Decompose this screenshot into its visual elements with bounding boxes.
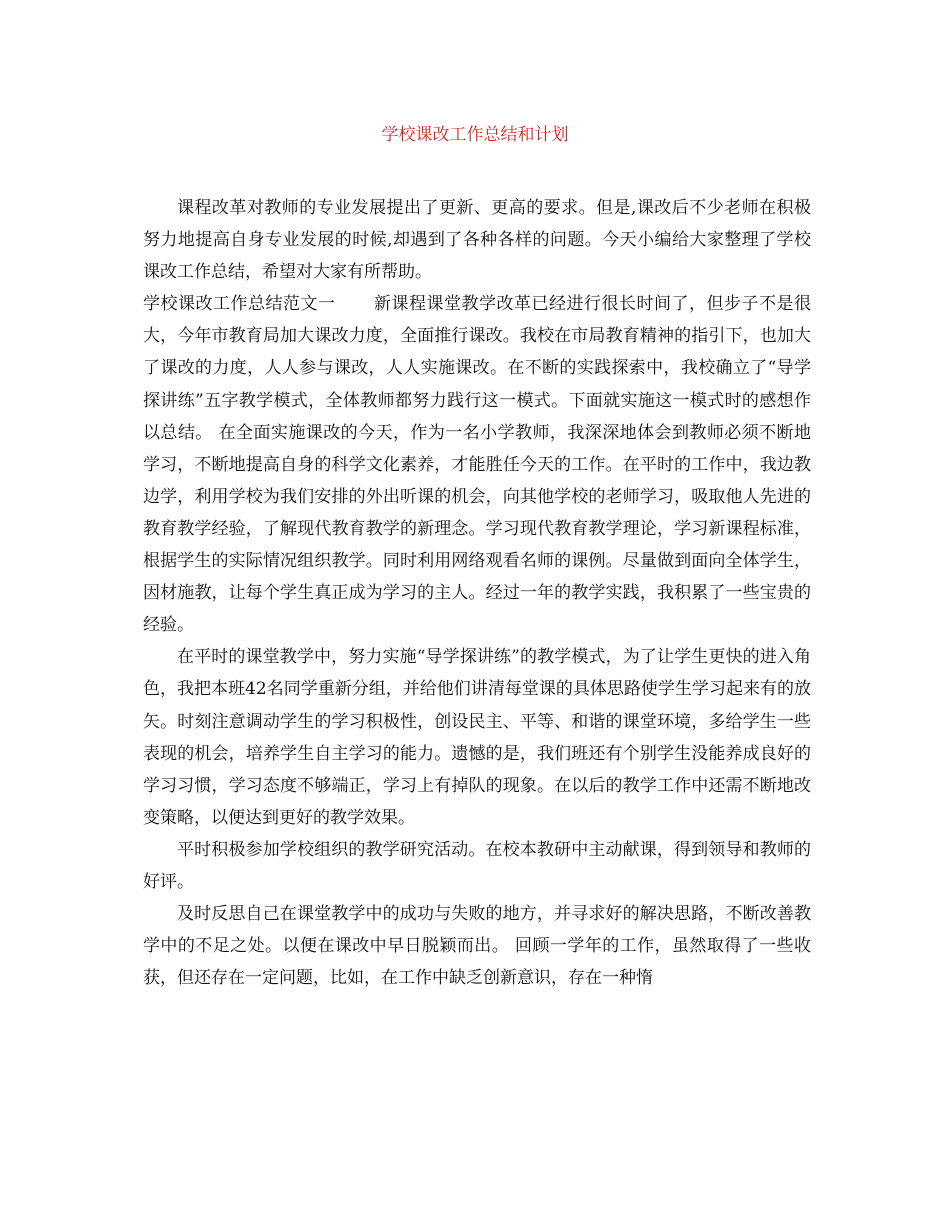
- section-text: 新课程课堂教学改革已经进行很长时间了，但步子不是很大，今年市教育局加大课改力度，全面推行课改。我校在市局教育精神的指引下，也加大了课改的力度，人人参与课改，人人实施课改。在不断的实践探索中，我校确立了“导学探讲练”五字教学模式，全体教师都努力践行这一模式。下面就实施这一模式时的感想作以总结。 在全面实施课改的今天，作为一名小学教师，我深深地体会到教师必须不断地学习，不断地提高自身的科学文化素养，才能胜任今天的工作。在平时的工作中，我边教边学，利用学校为我们安排的外出听课的机会，向其他学校的老师学习，吸取他人先进的教育教学经验，了解现代教育教学的新理念。学习现代教育教学理论，学习新课程标准，根据学生的实际情况组织教学。同时利用网络观看名师的课例。尽量做到面向全体学生，因材施教，让每个学生真正成为学习的主人。经过一年的教学实践，我积累了一些宝贵的经验。: [143, 294, 811, 636]
- paragraph-3: 平时积极参加学校组织的教学研究活动。在校本教研中主动献课，得到领导和教师的好评。: [143, 839, 811, 892]
- intro-paragraph: 课程改革对教师的专业发展提出了更新、更高的要求。但是,课改后不少老师在积极努力地提高自身专业发展的时候,却遇到了各种各样的问题。今天小编给大家整理了学校课改工作总结，希望对大家有所帮助。: [143, 198, 811, 283]
- section-paragraph: [143, 288, 811, 641]
- section-heading: 学校课改工作总结范文一: [143, 294, 336, 315]
- document-title: 学校课改工作总结和计划: [381, 125, 569, 145]
- paragraph-2: 在平时的课堂教学中，努力实施“导学探讲练”的教学模式，为了让学生更快的进入角色，我把本班42名同学重新分组，并给他们讲清每堂课的具体思路使学生学习起来有的放矢。时刻注意调动学生的学习积极性，创设民主、平等、和谐的课堂环境，多给学生一些表现的机会，培养学生自主学习的能力。遗憾的是，我们班还有个别学生没能养成良好的学习习惯，学习态度不够端正，学习上有掉队的现象。在以后的教学工作中还需不断地改变策略，以便达到更好的教学效果。: [143, 647, 811, 828]
- paragraph-4: 及时反思自己在课堂教学中的成功与失败的地方，并寻求好的解决思路，不断改善教学中的不足之处。以便在课改中早日脱颖而出。 回顾一学年的工作，虽然取得了一些收获，但还存在一定问题，比如，在工作中缺乏创新意识，存在一种惰: [143, 904, 811, 989]
- document-body: [143, 192, 811, 994]
